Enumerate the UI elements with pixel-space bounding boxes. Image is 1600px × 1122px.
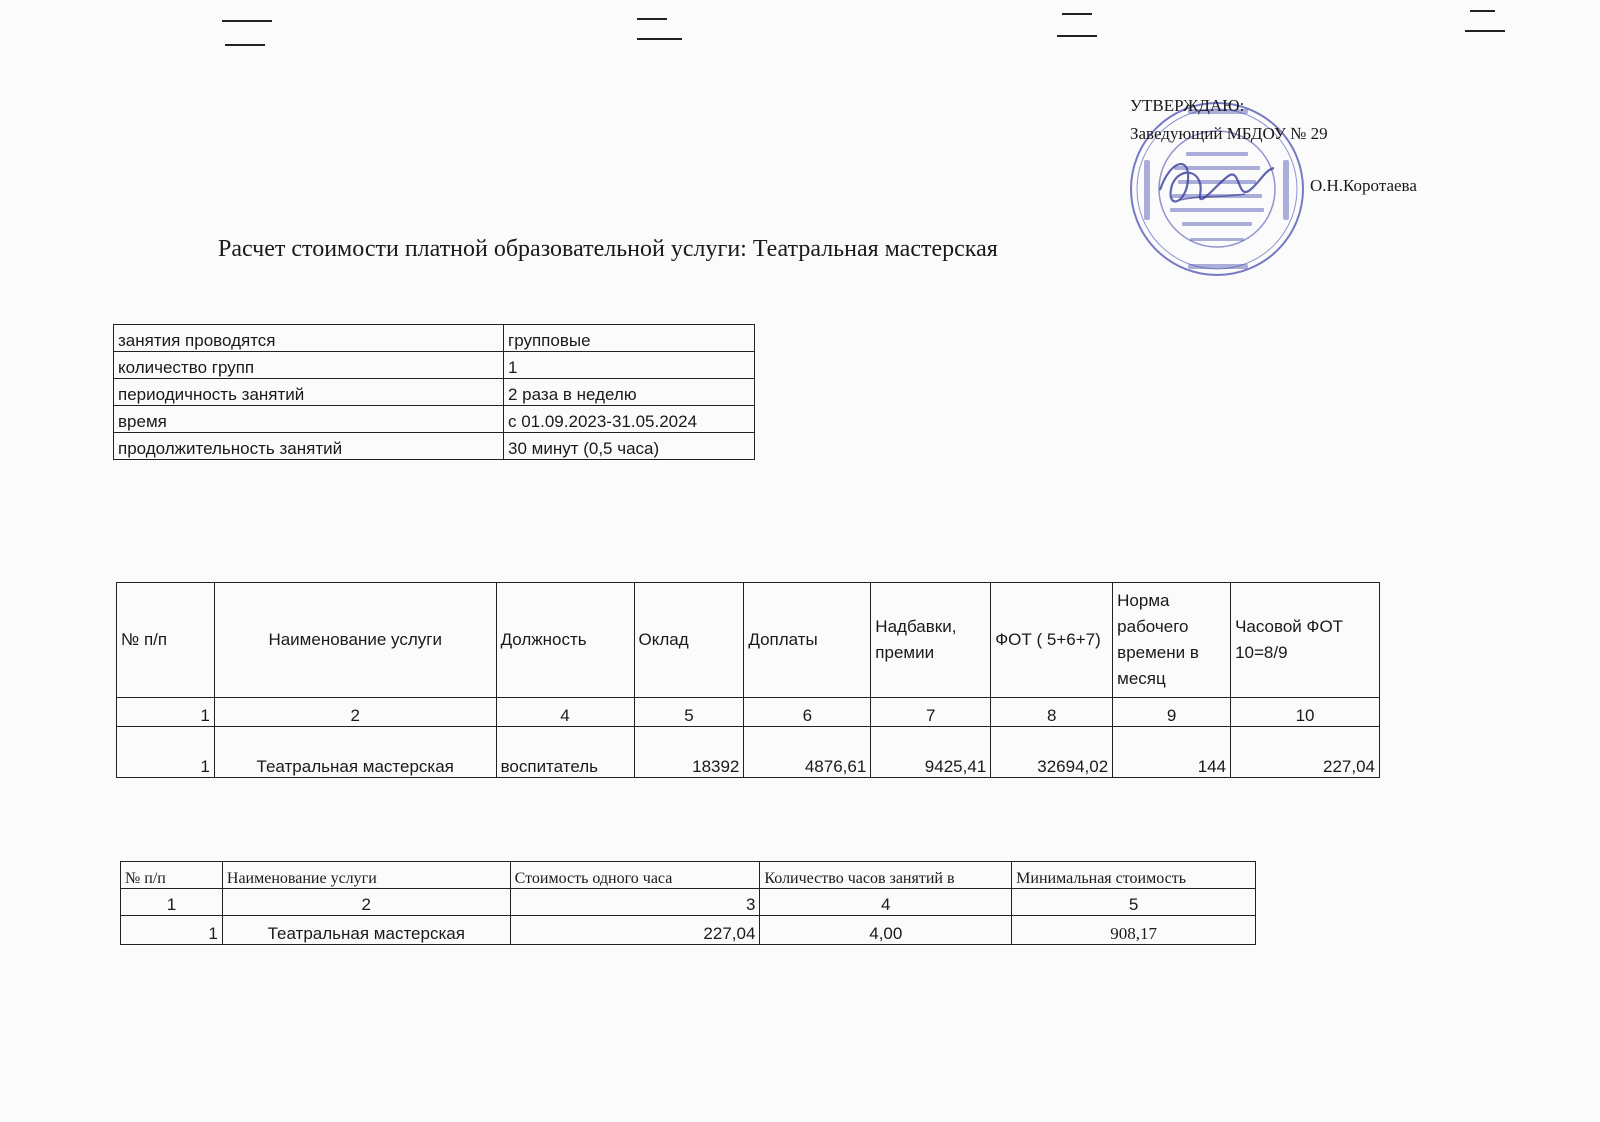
- column-number: 1: [117, 698, 215, 727]
- column-number-row: [117, 698, 1380, 727]
- table-row: [114, 352, 755, 379]
- param-label: количество групп: [114, 352, 504, 379]
- param-value: с 01.09.2023-31.05.2024: [504, 406, 755, 433]
- parameters-table: [113, 324, 755, 460]
- param-value: 2 раза в неделю: [504, 379, 755, 406]
- column-number: 8: [991, 698, 1113, 727]
- row-number: 1: [121, 916, 223, 945]
- surcharges: 4876,61: [744, 727, 871, 778]
- column-header: Оклад: [634, 583, 744, 698]
- scan-artifact: [1057, 35, 1097, 37]
- scan-artifact: [1062, 13, 1092, 15]
- column-header: Минимальная стоимость: [1012, 862, 1256, 889]
- column-header: Стоимость одного часа: [510, 862, 760, 889]
- header-row: [117, 583, 1380, 698]
- approval-position: Заведующий МБДОУ № 29: [1130, 124, 1328, 143]
- approver-name: О.Н.Коротаева: [1310, 176, 1417, 195]
- scan-artifact: [637, 18, 667, 20]
- column-number: 3: [510, 889, 760, 916]
- approval-heading: УТВЕРЖДАЮ:: [1130, 96, 1245, 115]
- work-time-norm: 144: [1113, 727, 1231, 778]
- scan-artifact: [225, 44, 265, 46]
- payroll-fund: 32694,02: [991, 727, 1113, 778]
- hour-cost: 227,04: [510, 916, 760, 945]
- table-row: [117, 727, 1380, 778]
- signature: [1150, 150, 1280, 220]
- service-name: Театральная мастерская: [214, 727, 496, 778]
- column-header: Наименование услуги: [214, 583, 496, 698]
- salary: 18392: [634, 727, 744, 778]
- param-label: периодичность занятий: [114, 379, 504, 406]
- approval-block: [1130, 92, 1450, 195]
- scan-artifact: [637, 38, 682, 40]
- column-header: Надбавки, премии: [871, 583, 991, 698]
- scan-artifact: [1465, 30, 1505, 32]
- column-number: 10: [1231, 698, 1380, 727]
- column-number: 2: [214, 698, 496, 727]
- table-row: [114, 379, 755, 406]
- column-number: 1: [121, 889, 223, 916]
- column-header: Часовой ФОТ 10=8/9: [1231, 583, 1380, 698]
- param-label: продолжительность занятий: [114, 433, 504, 460]
- column-header: № п/п: [121, 862, 223, 889]
- table-row: [121, 916, 1256, 945]
- param-label: занятия проводятся: [114, 325, 504, 352]
- column-number: 6: [744, 698, 871, 727]
- column-number: 4: [760, 889, 1012, 916]
- position: воспитатель: [496, 727, 634, 778]
- table-row: [114, 406, 755, 433]
- minimum-cost: 908,17: [1012, 916, 1256, 945]
- hourly-payroll: 227,04: [1231, 727, 1380, 778]
- hours-count: 4,00: [760, 916, 1012, 945]
- document-title: Расчет стоимости платной образовательной услуги: Театральная мастерская: [218, 236, 998, 262]
- param-value: групповые: [504, 325, 755, 352]
- cost-table: [120, 861, 1256, 945]
- column-number: 9: [1113, 698, 1231, 727]
- column-number: 4: [496, 698, 634, 727]
- row-number: 1: [117, 727, 215, 778]
- param-value: 30 минут (0,5 часа): [504, 433, 755, 460]
- column-number: 2: [222, 889, 510, 916]
- param-label: время: [114, 406, 504, 433]
- table-row: [114, 433, 755, 460]
- header-row: [121, 862, 1256, 889]
- table-row: [114, 325, 755, 352]
- bonuses: 9425,41: [871, 727, 991, 778]
- column-header: Норма рабочего времени в месяц: [1113, 583, 1231, 698]
- scan-artifact: [1470, 10, 1495, 12]
- column-header: № п/п: [117, 583, 215, 698]
- column-header: Наименование услуги: [222, 862, 510, 889]
- column-header: Доплаты: [744, 583, 871, 698]
- column-number: 7: [871, 698, 991, 727]
- scan-artifact: [222, 20, 272, 22]
- column-header: ФОТ ( 5+6+7): [991, 583, 1113, 698]
- column-header: Количество часов занятий в: [760, 862, 1012, 889]
- service-name: Театральная мастерская: [222, 916, 510, 945]
- column-number: 5: [1012, 889, 1256, 916]
- salary-calculation-table: [116, 582, 1380, 778]
- param-value: 1: [504, 352, 755, 379]
- column-number-row: [121, 889, 1256, 916]
- column-header: Должность: [496, 583, 634, 698]
- column-number: 5: [634, 698, 744, 727]
